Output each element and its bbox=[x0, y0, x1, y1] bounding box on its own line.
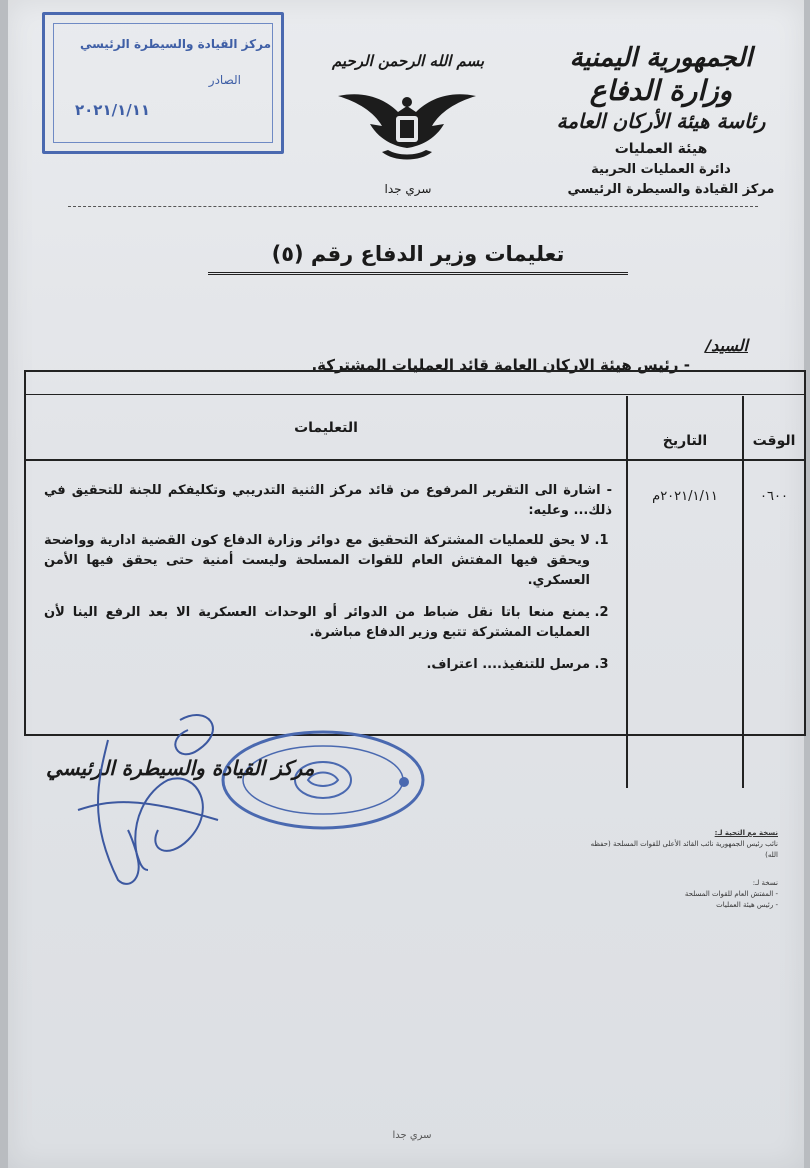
instruction-item-1: 1. لا يحق للعمليات المشتركة التحقيق مع دوائر وزارة الدفاع كون القضية ادارية وواضحة ويحقق فيها المفتش العام للقوات المسلحة وليست أمنية حتى يحقق فيها الأمن العسكري. bbox=[44, 531, 590, 591]
instructions-intro: - اشارة الى التقرير المرفوع من قائد مركز الثنية التدريبي وتكليفكم للجنة للتحقيق في ذلك... وعليه: bbox=[44, 483, 612, 518]
signature-block: مركز القيادة والسيطرة الرئيسي bbox=[46, 756, 315, 780]
handwritten-signature-icon bbox=[68, 700, 248, 900]
instructions-table bbox=[24, 370, 806, 736]
org-ministry: وزارة الدفاع bbox=[589, 74, 733, 107]
header-date: التاريخ bbox=[627, 396, 743, 460]
document-page bbox=[8, 0, 804, 1168]
document-title: تعليمات وزير الدفاع رقم (٥) bbox=[208, 242, 628, 275]
instruction-item-2: 2. يمنع منعا باتا نقل ضباط من الدوائر أو الوحدات العسكرية الا بعد الرفع الينا لأن العمليات المشتركة تتبع وزير الدفاع مباشرة. bbox=[44, 603, 590, 643]
addressee-text: - رئيس هيئة الاركان العامة قائد العمليات المشتركة. bbox=[311, 356, 690, 374]
receipt-stamp bbox=[42, 12, 284, 154]
instruction-item-3: 3. مرسل للتنفيذ.... اعتراف. bbox=[44, 655, 590, 675]
receipt-stamp-label: الصادر bbox=[208, 73, 241, 87]
copies-line-2b: - رئيس هيئة العمليات bbox=[716, 901, 778, 909]
instructions-list bbox=[44, 531, 612, 675]
copies-line-1: نائب رئيس الجمهورية نائب القائد الأعلى للقوات المسلحة (حفظه الله) bbox=[590, 840, 778, 859]
official-round-stamp-icon bbox=[218, 728, 428, 832]
header-divider bbox=[68, 206, 758, 207]
addressee-label: السيد/ bbox=[705, 336, 748, 355]
receipt-stamp-org: مركز القيادة والسيطرة الرئيسي bbox=[79, 37, 271, 51]
cell-date: ٢٠٢١/١/١١م bbox=[627, 460, 743, 788]
copies-to bbox=[578, 878, 778, 911]
organization-header bbox=[546, 42, 776, 200]
org-general-staff: رئاسة هيئة الأركان العامة bbox=[556, 109, 766, 133]
table-top-band bbox=[26, 372, 804, 395]
org-republic: الجمهورية اليمنية bbox=[569, 43, 753, 73]
copies-line-2a: - المفتش العام للقوات المسلحة bbox=[684, 890, 778, 898]
yemen-eagle-emblem-icon bbox=[336, 86, 478, 166]
table-header-row bbox=[26, 396, 804, 460]
footer-classification: سري جدا bbox=[392, 1130, 432, 1141]
receipt-stamp-date: ٢٠٢١/١/١١ bbox=[75, 101, 151, 119]
org-war-operations-department: دائرة العمليات الحربية bbox=[591, 162, 731, 177]
org-command-center: مركز القيادة والسيطرة الرئيسي bbox=[567, 182, 775, 197]
header-time: الوقت bbox=[743, 396, 804, 460]
copies-heading-2: نسخة لـ: bbox=[752, 879, 778, 887]
org-operations-authority: هيئة العمليات bbox=[614, 141, 708, 157]
header-instructions: التعليمات bbox=[26, 396, 627, 460]
copies-with-compliments bbox=[578, 828, 778, 861]
cell-time: ٠٦٠٠ bbox=[743, 460, 804, 788]
copies-heading-1: نسخة مع التحية لـ: bbox=[714, 829, 778, 837]
basmala: بسم الله الرحمن الرحيم bbox=[331, 52, 485, 70]
classification-label: سري جدا bbox=[384, 182, 432, 196]
